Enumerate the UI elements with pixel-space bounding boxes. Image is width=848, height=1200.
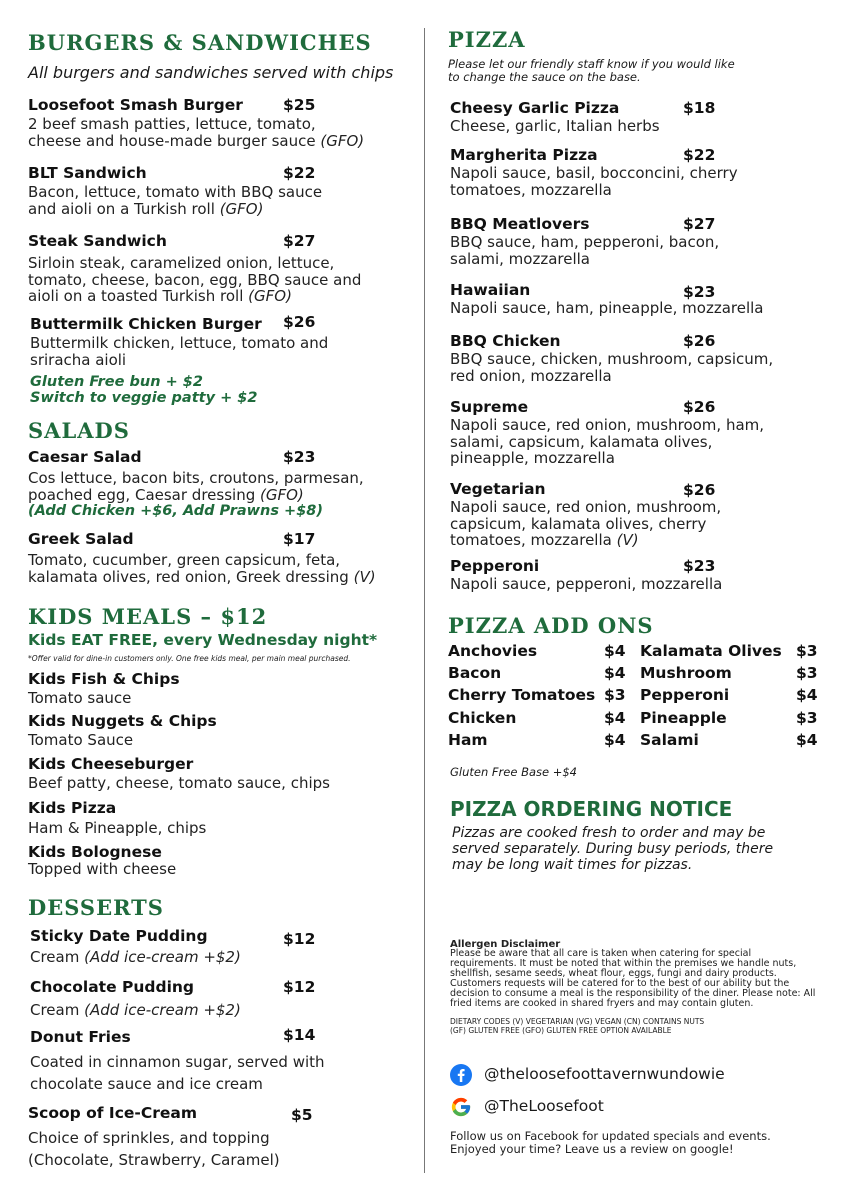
- menu-item-price: $17: [283, 530, 316, 548]
- menu-item-name: Caesar Salad: [28, 448, 142, 466]
- menu-item-name: Buttermilk Chicken Burger: [30, 315, 262, 333]
- menu-item-price: $14: [283, 1026, 316, 1044]
- menu-item-description: Coated in cinnamon sugar, served with chocolate sauce and ice cream: [30, 1053, 325, 1093]
- menu-item-description: Cream (Add ice-cream +$2): [30, 1001, 241, 1019]
- dietary-codes-line1: DIETARY CODES (V) VEGETARIAN (VG) VEGAN (CN) CONTAINS NUTS: [450, 1017, 705, 1026]
- google-handle[interactable]: @TheLoosefoot: [484, 1097, 604, 1115]
- menu-item-price: $22: [283, 164, 316, 182]
- menu-item-description: 2 beef smash patties, lettuce, tomato, cheese and house-made burger sauce (GFO): [28, 115, 365, 150]
- addon-name: Chicken: [448, 709, 517, 727]
- menu-item-name: Kids Cheeseburger: [28, 755, 194, 773]
- menu-item-description: Napoli sauce, ham, pineapple, mozzarella: [450, 299, 764, 317]
- menu-item-description: BBQ sauce, ham, pepperoni, bacon, salami, mozzarella: [450, 233, 720, 268]
- menu-item-price: $25: [283, 96, 316, 114]
- menu-item-price: $23: [683, 283, 716, 301]
- pizza-heading: PIZZA: [448, 27, 526, 52]
- menu-item-name: BLT Sandwich: [28, 164, 147, 182]
- kids-fineprint: *Offer valid for dine-in customers only. One free kids meal, per main meal purchased.: [28, 654, 351, 663]
- menu-item-price: $23: [683, 557, 716, 575]
- menu-item-description: Cheese, garlic, Italian herbs: [450, 117, 660, 135]
- addon-price: $4: [604, 664, 626, 682]
- menu-item-price: $23: [283, 448, 316, 466]
- menu-item-price: $27: [283, 232, 316, 250]
- menu-item-description: Napoli sauce, pepperoni, mozzarella: [450, 575, 723, 593]
- menu-item-name: Hawaiian: [450, 281, 531, 299]
- addon-price: $4: [604, 642, 626, 660]
- desserts-heading: DESSERTS: [28, 895, 164, 920]
- menu-item-description: Tomato sauce: [28, 689, 132, 707]
- menu-item-name: Kids Bolognese: [28, 843, 162, 861]
- menu-item-name: Loosefoot Smash Burger: [28, 96, 243, 114]
- menu-item-name: Kids Nuggets & Chips: [28, 712, 217, 730]
- kids-promo: Kids EAT FREE, every Wednesday night*: [28, 631, 378, 649]
- salads-heading: SALADS: [28, 418, 130, 443]
- menu-item-name: Pepperoni: [450, 557, 540, 575]
- addon-price: $4: [604, 709, 626, 727]
- menu-item-name: Sticky Date Pudding: [30, 927, 208, 945]
- menu-item-price: $22: [683, 146, 716, 164]
- footer-google-line: Enjoyed your time? Leave us a review on google!: [450, 1142, 734, 1156]
- addon-price: $3: [796, 709, 818, 727]
- menu-item-description: Cream (Add ice-cream +$2): [30, 948, 241, 966]
- addon-price: $3: [796, 664, 818, 682]
- facebook-handle[interactable]: @theloosefoottavernwundowie: [484, 1065, 725, 1083]
- google-icon[interactable]: [450, 1096, 472, 1118]
- menu-item-description: Cos lettuce, bacon bits, croutons, parmesan, poached egg, Caesar dressing (GFO): [28, 469, 364, 504]
- addon-name: Pepperoni: [640, 686, 730, 704]
- menu-item-name: BBQ Meatlovers: [450, 215, 590, 233]
- burgers-subtitle: All burgers and sandwiches served with chips: [28, 63, 394, 82]
- menu-item-name: Cheesy Garlic Pizza: [450, 99, 620, 117]
- menu-item-description: Napoli sauce, red onion, mushroom, ham, salami, capsicum, kalamata olives, pineapple, mozzarella: [450, 416, 765, 467]
- menu-item-description: Buttermilk chicken, lettuce, tomato and sriracha aioli: [30, 334, 329, 369]
- menu-item-description: BBQ sauce, chicken, mushroom, capsicum, red onion, mozzarella: [450, 350, 774, 385]
- allergen-text: Please be aware that all care is taken when catering for special requirements. It must be noted that within the premises we handle nuts, shellfish, sesame seeds, wheat flour, eggs, fungi and dairy products. Customers requests will be catered for to the best of our ability but the decision to consume a meal is the responsibility of the diner. Please note: All fried items are cooked in shared fryers and may contain gluten.: [450, 948, 816, 1009]
- addon-name: Bacon: [448, 664, 502, 682]
- menu-item-name: Scoop of Ice-Cream: [28, 1104, 197, 1122]
- menu-item-name: Kids Fish & Chips: [28, 670, 180, 688]
- gluten-free-base: Gluten Free Base +$4: [450, 765, 577, 779]
- allergen-heading: Allergen Disclaimer: [450, 939, 561, 950]
- menu-item-price: $26: [683, 398, 716, 416]
- menu-item-price: $5: [291, 1106, 313, 1124]
- menu-item-price: $27: [683, 215, 716, 233]
- menu-item-description: Napoli sauce, red onion, mushroom, capsicum, kalamata olives, cherry tomatoes, mozzarella (V): [450, 498, 722, 549]
- addon-name: Ham: [448, 731, 488, 749]
- menu-item-description: Tomato Sauce: [28, 731, 134, 749]
- burger-extra: Switch to veggie patty + $2: [30, 390, 258, 406]
- menu-item-price: $12: [283, 930, 316, 948]
- dietary-codes-line2: (GF) GLUTEN FREE (GFO) GLUTEN FREE OPTION AVAILABLE: [450, 1026, 672, 1035]
- menu-item-description: Bacon, lettuce, tomato with BBQ sauce and aioli on a Turkish roll (GFO): [28, 183, 323, 218]
- menu-item-name: BBQ Chicken: [450, 332, 561, 350]
- menu-item-price: $26: [283, 313, 316, 331]
- menu-item-name: Donut Fries: [30, 1028, 131, 1046]
- menu-item-description: Tomato, cucumber, green capsicum, feta, kalamata olives, red onion, Greek dressing (V): [28, 551, 376, 586]
- pizza-note: Please let our friendly staff know if you would like to change the sauce on the base.: [448, 57, 735, 84]
- menu-item-description: Napoli sauce, basil, bocconcini, cherry tomatoes, mozzarella: [450, 164, 738, 199]
- menu-item-price: $18: [683, 99, 716, 117]
- addon-price: $4: [604, 731, 626, 749]
- notice-heading: PIZZA ORDERING NOTICE: [450, 797, 733, 821]
- addon-price: $4: [796, 731, 818, 749]
- column-divider: [424, 28, 425, 1173]
- addon-name: Anchovies: [448, 642, 538, 660]
- addon-price: $3: [796, 642, 818, 660]
- menu-item-description: Choice of sprinkles, and topping (Chocolate, Strawberry, Caramel): [28, 1129, 280, 1169]
- menu-item-description: Ham & Pineapple, chips: [28, 819, 207, 837]
- menu-item-description: Beef patty, cheese, tomato sauce, chips: [28, 774, 330, 792]
- addon-name: Pineapple: [640, 709, 727, 727]
- addon-price: $4: [796, 686, 818, 704]
- menu-item-name: Supreme: [450, 398, 529, 416]
- footer-facebook-line: Follow us on Facebook for updated specials and events.: [450, 1129, 771, 1143]
- addon-name: Kalamata Olives: [640, 642, 782, 660]
- burgers-heading: BURGERS & SANDWICHES: [28, 30, 372, 55]
- menu-item-description: Topped with cheese: [28, 860, 177, 878]
- menu-item-name: Greek Salad: [28, 530, 134, 548]
- menu-item-price: $12: [283, 978, 316, 996]
- menu-item-name: Steak Sandwich: [28, 232, 167, 250]
- notice-text: Pizzas are cooked fresh to order and may be served separately. During busy periods, there may be long wait times for pizzas.: [452, 825, 774, 873]
- menu-item-name: Margherita Pizza: [450, 146, 598, 164]
- kids-heading: KIDS MEALS – $12: [28, 604, 268, 629]
- addon-name: Cherry Tomatoes: [448, 686, 596, 704]
- burger-extra: Gluten Free bun + $2: [30, 374, 203, 390]
- menu-item-name: Kids Pizza: [28, 799, 117, 817]
- menu-item-description: Sirloin steak, caramelized onion, lettuce, tomato, cheese, bacon, egg, BBQ sauce and aioli on a toasted Turkish roll (GFO): [28, 254, 362, 305]
- addon-name: Mushroom: [640, 664, 732, 682]
- menu-item-price: $26: [683, 332, 716, 350]
- addon-name: Salami: [640, 731, 699, 749]
- salad-extra: (Add Chicken +$6, Add Prawns +$8): [28, 503, 324, 519]
- menu-item-name: Vegetarian: [450, 480, 546, 498]
- addons-heading: PIZZA ADD ONS: [448, 613, 654, 638]
- menu-item-price: $26: [683, 481, 716, 499]
- facebook-icon[interactable]: [450, 1064, 472, 1086]
- menu-item-name: Chocolate Pudding: [30, 978, 195, 996]
- addon-price: $3: [604, 686, 626, 704]
